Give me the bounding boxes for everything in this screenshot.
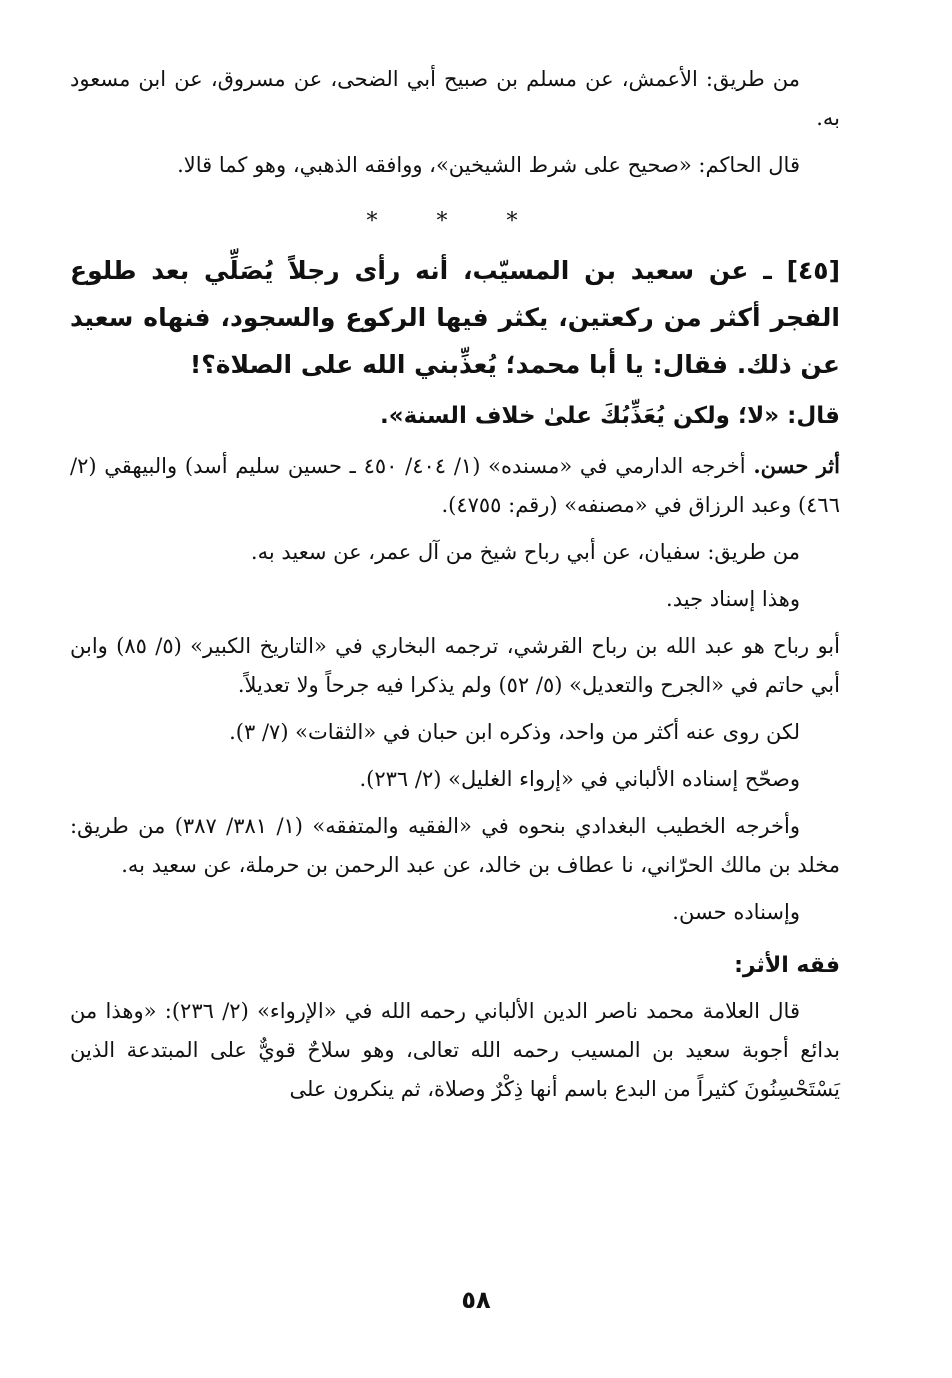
paragraph-isnad-hasan: وإسناده حسن. <box>672 900 800 924</box>
paragraph-albani: وصحّح إسناده الألباني في «إرواء الغليل» (٢/ ٢٣٦). <box>359 767 800 791</box>
fiqh-subheading: فقه الأثر: <box>734 953 840 978</box>
paragraph-isnad-grade: وهذا إسناد جيد. <box>666 587 800 611</box>
paragraph-khatib: وأخرجه الخطيب البغدادي بنحوه في «الفقيه والمتفقه» (١/ ٣٨١/ ٣٨٧) من طريق: مخلد بن مالك الحرّاني، نا عطاف بن خالد، عن عبد الرحمن بن حرملة، عن سعيد به. <box>70 814 840 877</box>
paragraph-hakim: قال الحاكم: «صحيح على شرط الشيخين»، ووافقه الذهبي، وهو كما قالا. <box>177 153 800 177</box>
athar-heading: [٤٥] ـ عن سعيد بن المسيّب، أنه رأى رجلاً يُصَلِّي بعد طلوع الفجر أكثر من ركعتين، يكثر فيها الركوع والسجود، فنهاه سعيد عن ذلك. فقال: يا أبا محمد؛ يُعذِّبني الله على الصلاة؟! <box>70 256 840 379</box>
paragraph-isnad-1: من طريق: الأعمش، عن مسلم بن صبيح أبي الضحى، عن مسروق، عن ابن مسعود به. <box>70 67 840 130</box>
paragraph-narrator-bio: أبو رباح هو عبد الله بن رباح القرشي، ترجمه البخاري في «التاريخ الكبير» (٥/ ٨٥) وابن أبي حاتم في «الجرح والتعديل» (٥/ ٥٢) ولم يذكرا فيه جرحاً ولا تعديلاً. <box>70 634 840 697</box>
section-divider-stars: * * * <box>366 209 544 234</box>
paragraph-takhrij <box>70 446 840 525</box>
athar-answer: قال: «لا؛ ولكن يُعَذِّبُكَ علىٰ خلاف السنة». <box>379 403 840 429</box>
paragraph-isnad-2: من طريق: سفيان، عن أبي رباح شيخ من آل عمر، عن سعيد به. <box>250 540 800 564</box>
paragraph-fiqh: قال العلامة محمد ناصر الدين الألباني رحمه الله في «الإرواء» (٢/ ٢٣٦): «وهذا من بدائع أجوبة سعيد بن المسيب رحمه الله تعالى، وهو سلاحٌ قويٌّ على المبتدعة الذين يَسْتَحْسِنُونَ كثيراً من البدع باسم أنها ذِكْرٌ وصلاة، ثم ينكرون على <box>70 999 840 1101</box>
takhrij-text: أخرجه الدارمي في «مسنده» (١/ ٤٠٤/ ٤٥٠ ـ حسين سليم أسد) والبيهقي (٢/ ٤٦٦) وعبد الرزاق في «مصنفه» (رقم: ٤٧٥٥). <box>70 454 840 517</box>
page-number: ٥٨ <box>461 1286 491 1314</box>
paragraph-thiqat: لكن روى عنه أكثر من واحد، وذكره ابن حبان في «الثقات» (٧/ ٣). <box>229 720 800 744</box>
grade-label: أثر حسن. <box>753 453 840 478</box>
page-body <box>70 60 840 1117</box>
